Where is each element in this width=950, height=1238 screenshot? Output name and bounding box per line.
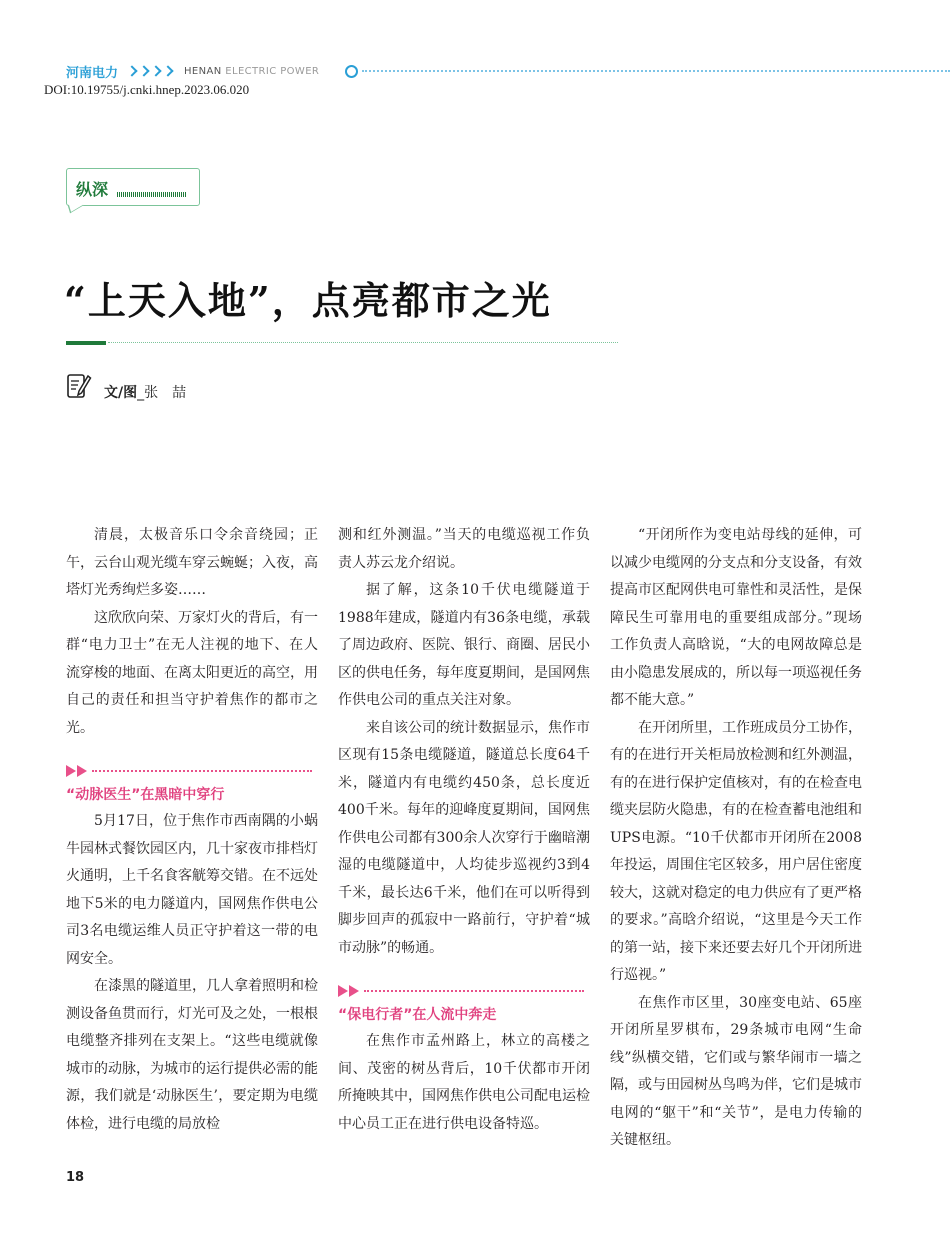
- paragraph: 这欣欣向荣、万家灯火的背后，有一群“电力卫士”在无人注视的地下、在人流穿梭的地面、在离太阳更近的高空，用自己的责任和担当守护着焦作的都市之光。: [66, 609, 318, 736]
- header-dotted-rule: [362, 70, 950, 72]
- section-marker: [66, 760, 318, 782]
- play-arrow-icon: [77, 765, 87, 777]
- section-tag-lines: [117, 192, 187, 197]
- en-strong: HENAN: [184, 65, 222, 77]
- page-number: 18: [66, 1170, 85, 1185]
- section-title: “保电行者”在人流中奔走: [338, 1007, 497, 1023]
- section-dotted-rule: [92, 770, 312, 772]
- article-title: “上天入地”，点亮都市之光: [64, 278, 552, 323]
- play-arrow-icon: [66, 765, 76, 777]
- paragraph: 据了解，这条10千伏电缆隧道于1988年建成，隧道内有36条电缆，承载了周边政府、医院、银行、商圈、居民小区的供电任务，每年度夏期间，是国网焦作供电公司的重点关注对象。: [338, 582, 590, 708]
- paragraph: 在焦作市孟州路上，林立的高楼之间、茂密的树丛背后，10千伏都市开闭所掩映其中，国网焦作供电公司配电运检中心员工正在进行供电设备特巡。: [338, 1033, 590, 1132]
- play-arrow-icon: [349, 985, 359, 997]
- paragraph: 在开闭所里，工作班成员分工协作，有的在进行开关柜局放检测和红外测温，有的在进行保护定值核对，有的在检查电缆夹层防火隐患，有的在检查蓄电池组和UPS电源。“10千伏都市开闭所在2008年投运，周围住宅区较多，用户居住密度较大，这就对稳定的电力供应有了更严格的要求。”高晗介绍说，“这里是今天工作的第一站，接下来还要去好几个开闭所进行巡视。”: [610, 719, 862, 983]
- running-header: [66, 62, 319, 80]
- title-underline-bar: [66, 341, 106, 345]
- paragraph: 来自该公司的统计数据显示，焦作市区现有15条电缆隧道，隧道总长度64千米，隧道内有电缆约450条，总长度近400千米。每年的迎峰度夏期间，国网焦作供电公司都有300余人次穿行于幽暗潮湿的电缆隧道中，人均徒步巡视约3到4千米，最长达6千米，他们在可以听得到脚步回声的孤寂中一路前行，守护着“城市动脉”的畅通。: [338, 719, 590, 956]
- header-circle-icon: [345, 65, 358, 78]
- journal-english-name: [184, 66, 319, 77]
- column-1: [66, 522, 318, 1138]
- pen-paper-icon: [66, 372, 92, 400]
- column-2: [338, 522, 590, 1138]
- byline: [104, 382, 186, 402]
- section-dotted-rule: [364, 990, 584, 992]
- chevrons-icon: [128, 67, 176, 75]
- title-dotted-rule: [108, 342, 618, 343]
- byline-label: 文/图: [104, 385, 138, 401]
- paragraph: 清晨，太极音乐口令余音绕园；正午，云台山观光缆车穿云蜿蜒；入夜，高塔灯光秀绚烂多姿……: [66, 527, 318, 598]
- paragraph: 在焦作市区里，30座变电站、65座开闭所星罗棋布，29条城市电网“生命线”纵横交错，它们或与繁华闹市一墙之隔，或与田园树丛鸟鸣为伴，它们是城市电网的“躯干”和“关节”，是电力传输的关键枢纽。: [610, 994, 862, 1148]
- paragraph: 在漆黑的隧道里，几人拿着照明和检测设备鱼贯而行，灯光可及之处，一根根电缆整齐排列在支架上。“这些电缆就像城市的动脉，为城市的运行提供必需的能源，我们就是‘动脉医生’，要定期为电缆体检，进行电缆的局放检: [66, 978, 318, 1132]
- play-arrow-icon: [338, 985, 348, 997]
- author-name: _张 喆: [137, 385, 187, 401]
- section-tag-label: 纵深: [76, 180, 109, 199]
- paragraph: “开闭所作为变电站母线的延伸，可以减少电缆网的分支点和分支设备，有效提高市区配网供电可靠性和灵活性，是保障民生可靠用电的重要组成部分。”现场工作负责人高晗说，“大的电网故障总是由小隐患发展成的，所以每一项巡视任务都不能大意。”: [610, 527, 862, 708]
- column-3: [610, 522, 862, 1155]
- section-heading: [66, 760, 318, 808]
- section-heading: [338, 980, 590, 1028]
- journal-brand: 河南电力: [66, 65, 119, 81]
- section-marker: [338, 980, 590, 1002]
- paragraph: 5月17日，位于焦作市西南隅的小蜗牛园林式餐饮园区内，几十家夜市排档灯火通明，上千名食客觥筹交错。在不远处地下5米的电力隧道内，国网焦作供电公司3名电缆运维人员正守护着这一带的电网安全。: [66, 813, 318, 967]
- doi: DOI:10.19755/j.cnki.hnep.2023.06.020: [44, 82, 250, 97]
- paragraph: 测和红外测温。”当天的电缆巡视工作负责人苏云龙介绍说。: [338, 527, 590, 571]
- section-title: “动脉医生”在黑暗中穿行: [66, 787, 225, 803]
- en-light: ELECTRIC POWER: [225, 65, 320, 77]
